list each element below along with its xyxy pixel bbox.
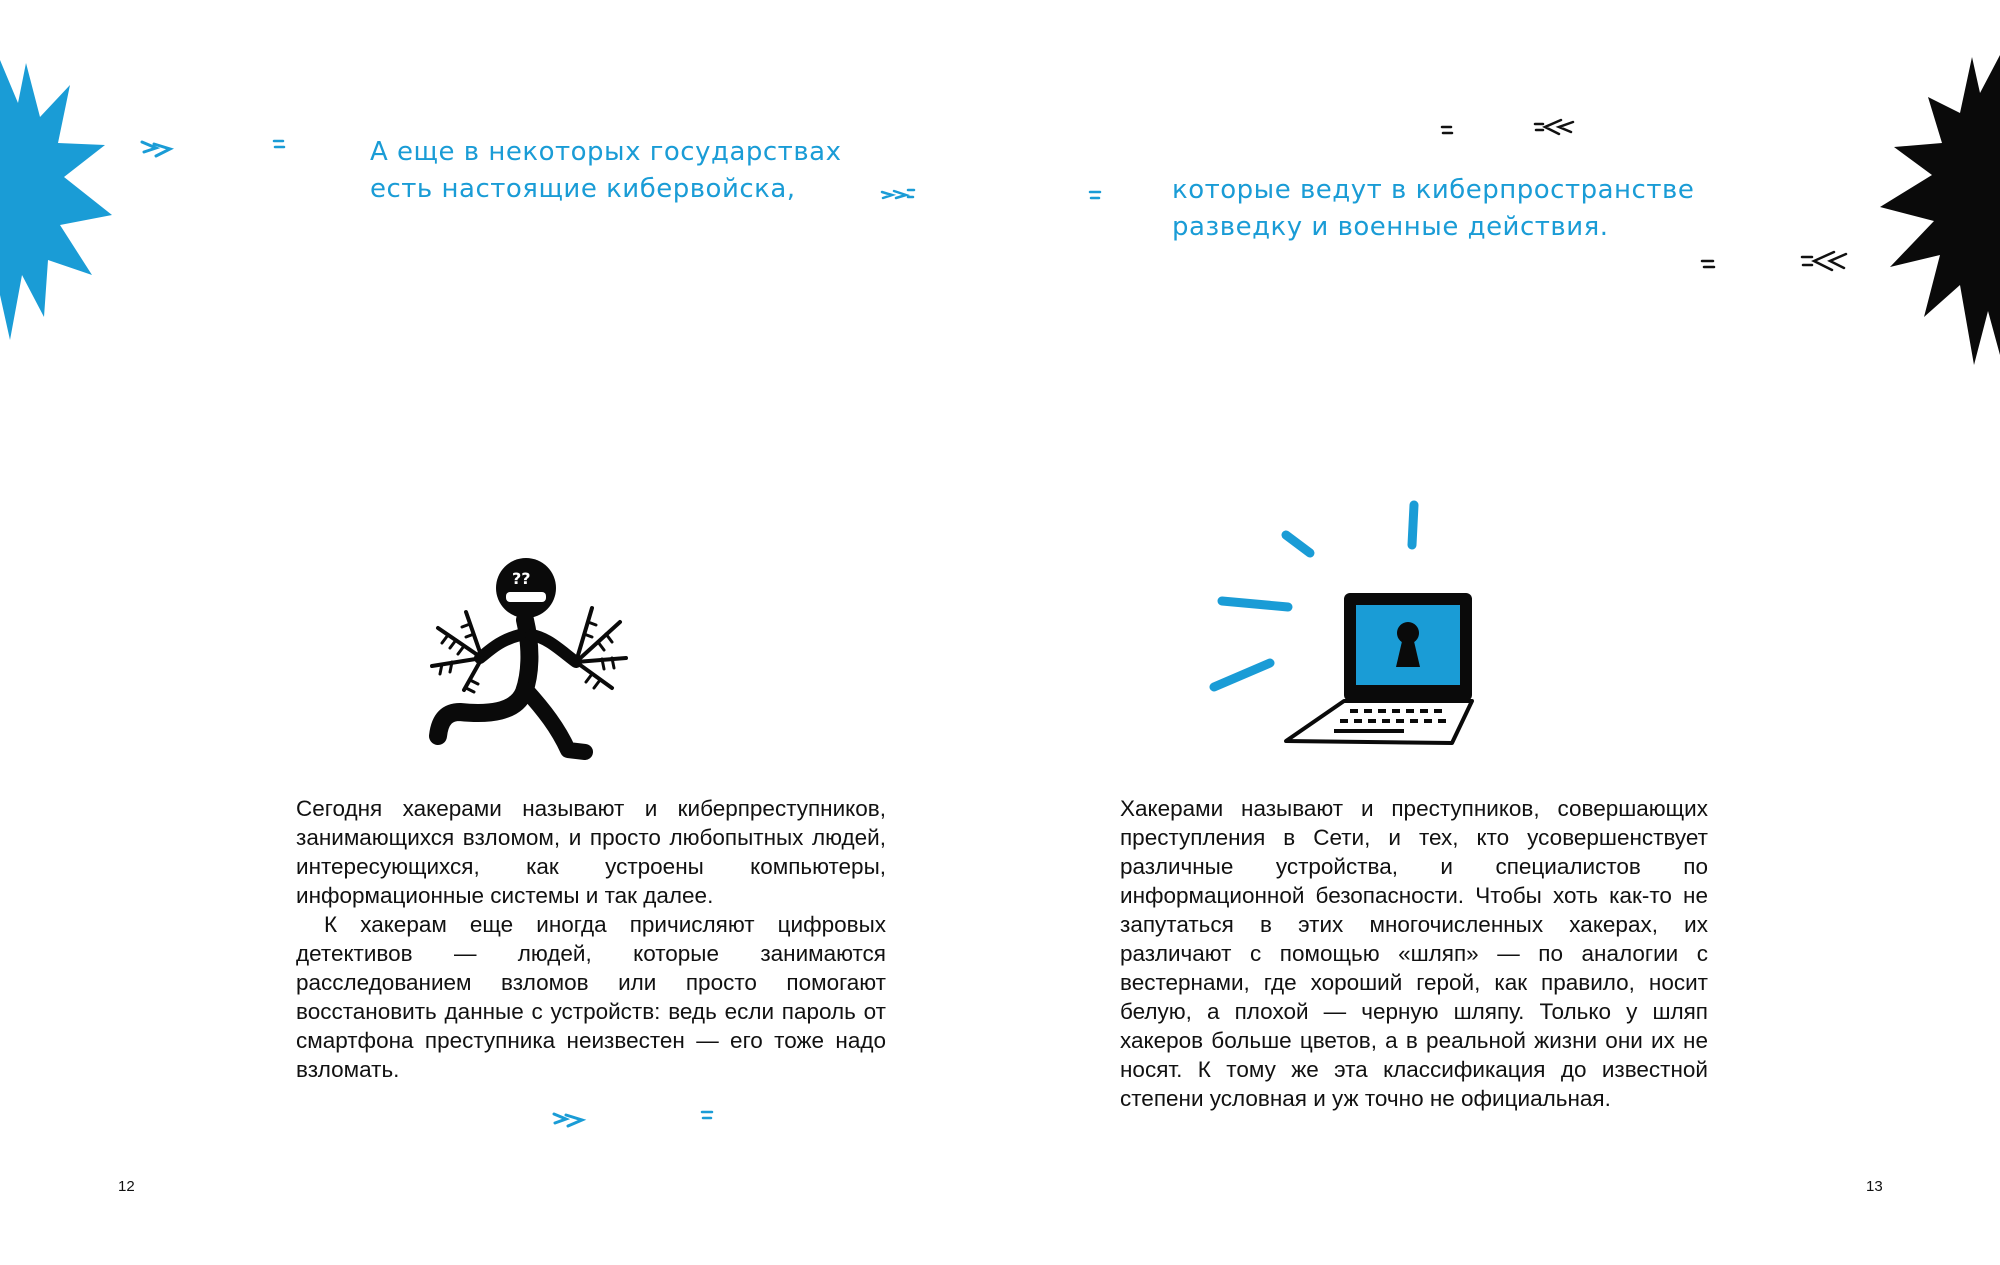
right-body-text [1120,794,1708,1113]
hacker-with-keys-icon [420,540,640,760]
bird-mark-icon [1800,250,1848,274]
bird-mark-icon [552,1110,588,1130]
svg-text:??: ?? [512,569,531,588]
bird-mark-icon [140,138,174,160]
blue-starburst-icon [0,55,115,345]
page-number-right: 13 [1866,1178,1883,1195]
left-paragraph-1: Сегодня хакерами называют и киберпреступников, занимающихся взломом, и просто любопытных людей, интересующихся, как устроены компьютеры, информационные системы и так далее. [296,796,886,908]
laptop-keyhole-icon [1200,495,1500,755]
left-paragraph-2: К хакерам еще иногда причисляют цифровых детективов — людей, которые занимаются расследованием взломов или просто помогают восстановить данные с устройств: ведь если пароль от смартфона преступника неизвестен — его тоже надо взломать. [296,912,886,1082]
dash-mark-icon [272,138,286,150]
dash-mark-icon [1088,188,1102,202]
right-heading: которые ведут в киберпространстве разведку и военные действия. [1172,175,1695,242]
dash-mark-icon [700,1108,714,1122]
bird-mark-icon [1533,118,1575,138]
dash-mark-icon [1700,258,1716,270]
right-paragraph-1: Хакерами называют и преступников, совершающих преступления в Сети, и тех, кто усовершенствует различные устройства, и специалистов по информационной безопасности. Чтобы хоть как-то не запутаться в этих многочисленных хакерах, их различают с помощью «шляп» — по аналогии с вестернами, где хороший герой, как правило, носит белую, а плохой — черную шляпу. Только у шляп хакеров больше цветов, а в реальной жизни они их не носят. К тому же эта классификация до известной степени условная и уж точно не официальная. [1120,796,1708,1111]
black-starburst-icon [1880,55,2000,375]
dash-mark-icon [1440,124,1454,136]
left-body-text [296,794,886,1084]
page-number-left: 12 [118,1178,135,1195]
left-heading: А еще в некоторых государствах есть настоящие кибервойска, [370,137,842,204]
